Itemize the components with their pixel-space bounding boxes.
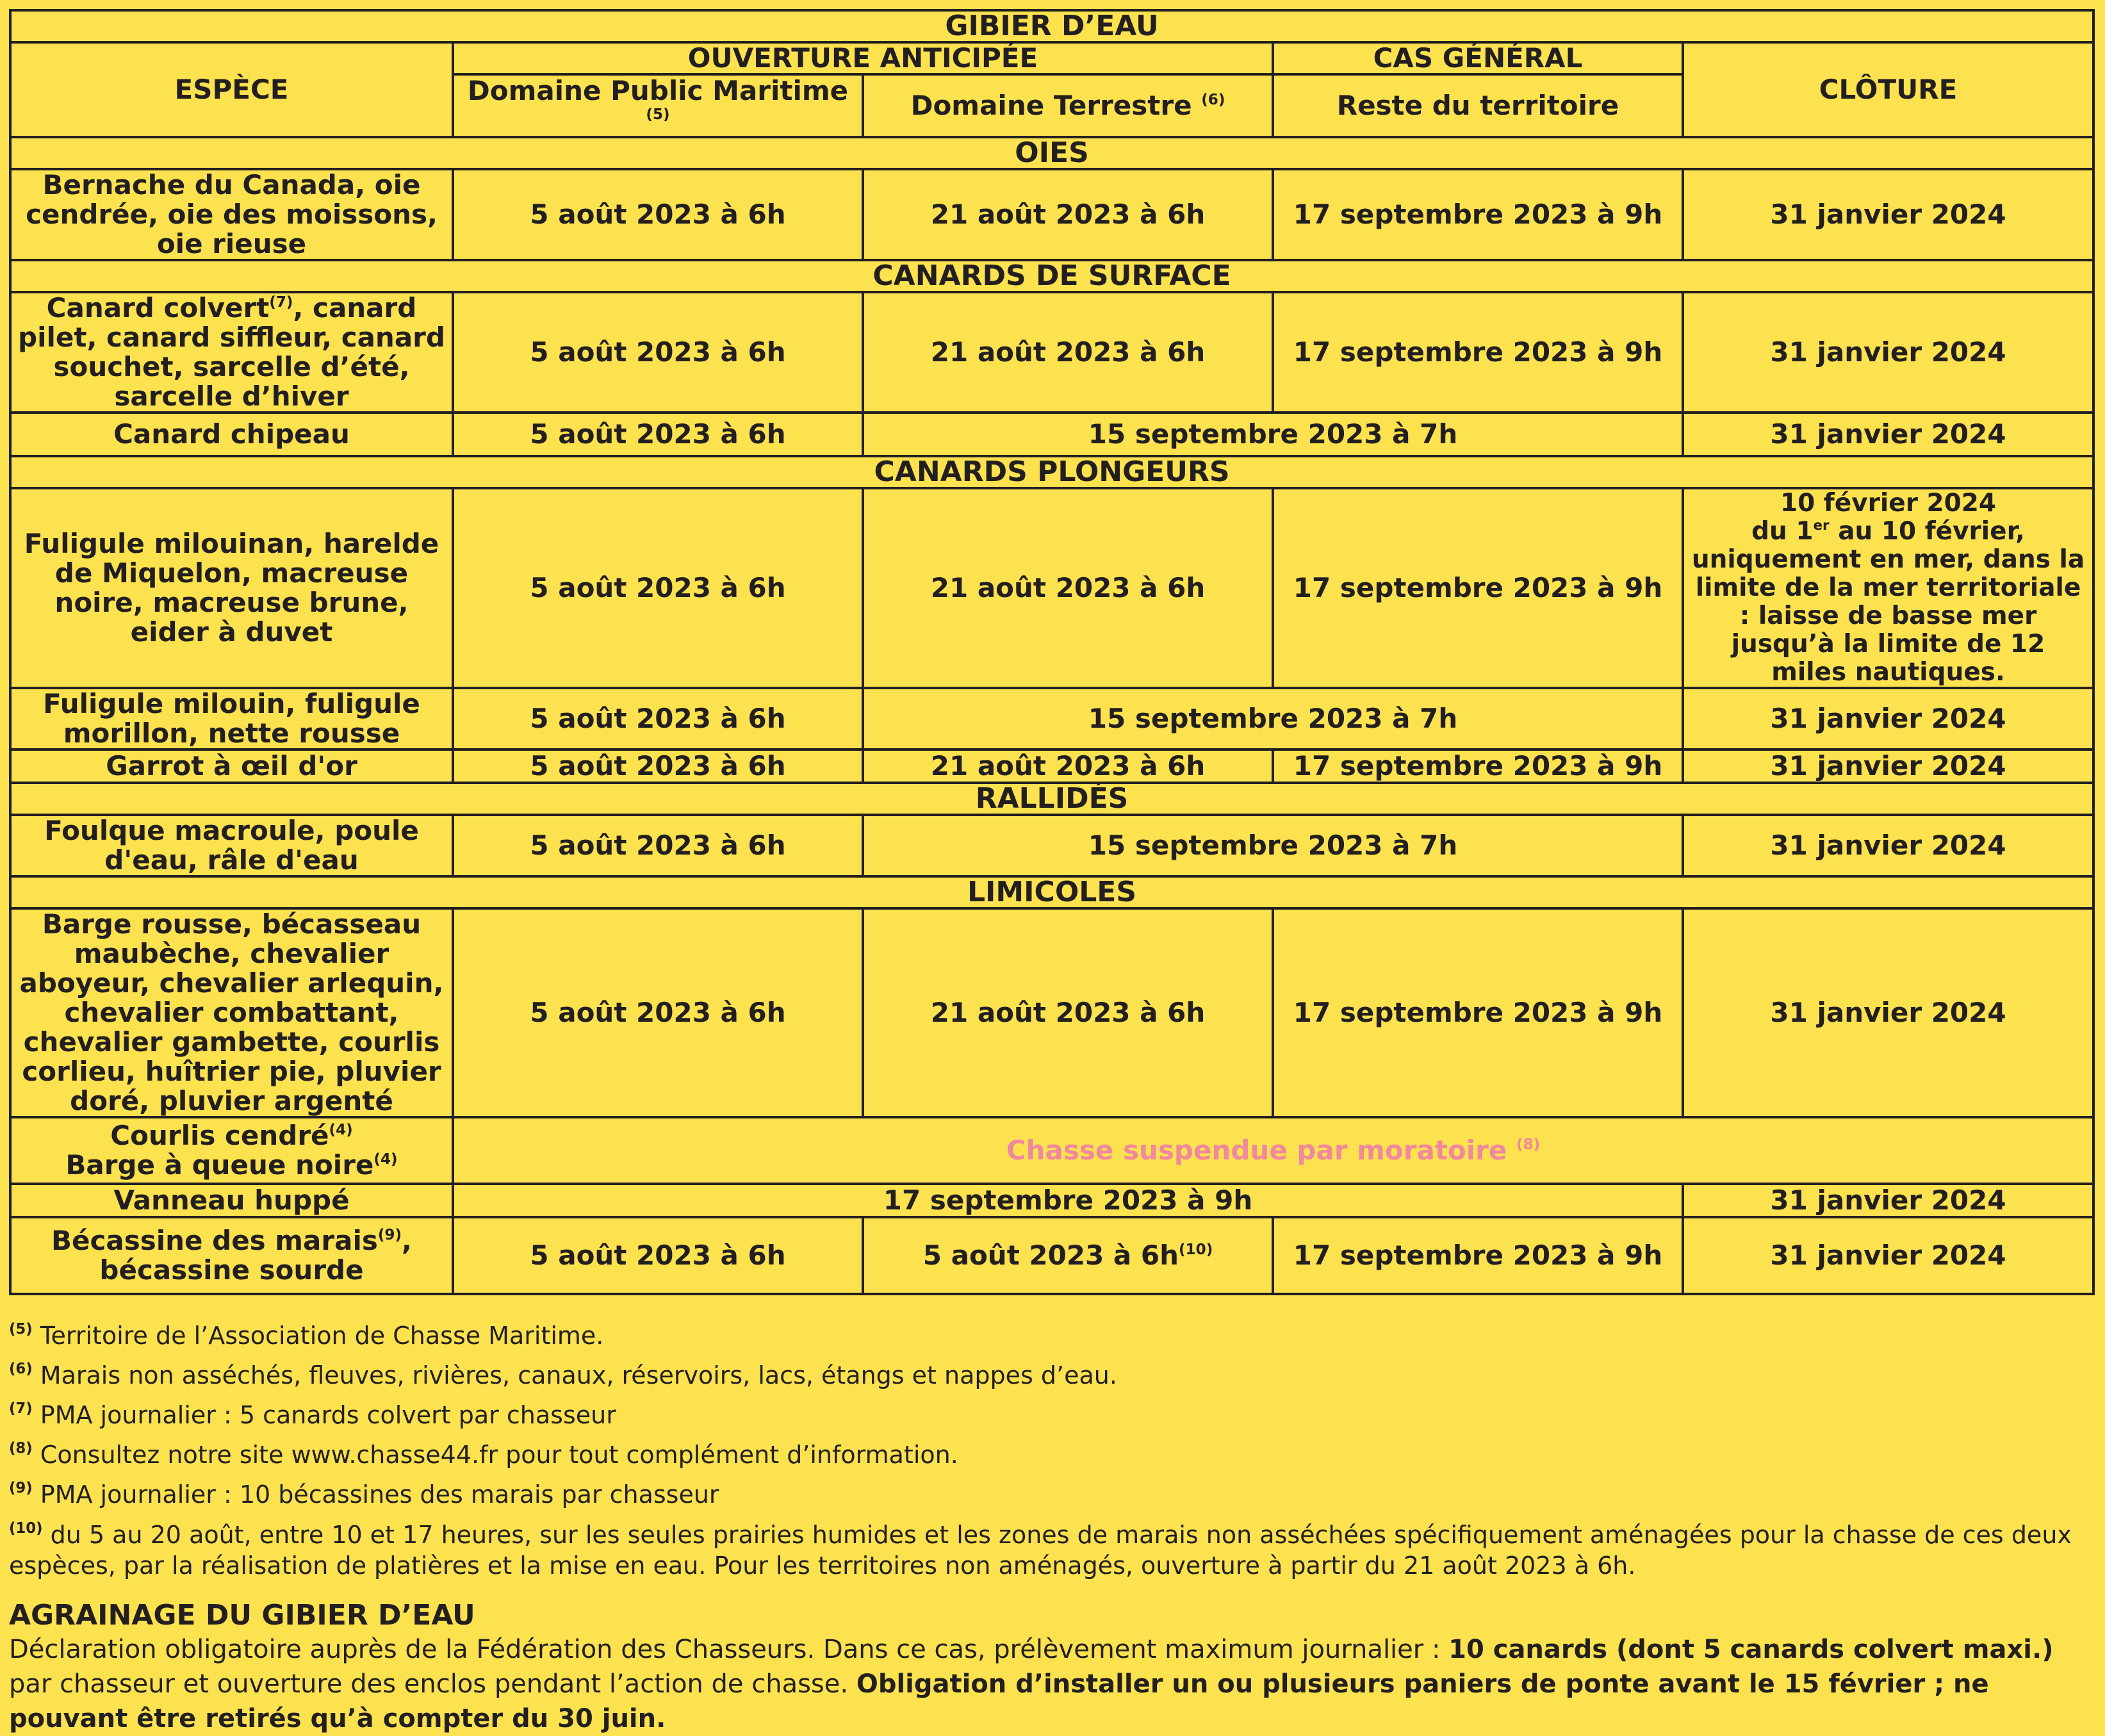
- header-ouverture: OUVERTURE ANTICIPÉE: [453, 42, 1273, 74]
- footnote: $^{(9)}$ PMA journalier : 10 bécassines des marais par chasseur: [9, 1480, 719, 1509]
- table-row: Canard chipeau 5 août 2023 à 6h 15 septembre 2023 à 7h 31 janvier 2024: [10, 413, 2093, 456]
- footnote: $^{(6)}$ Marais non asséchés, fleuves, rivières, canaux, réservoirs, lacs, étangs et nappes d’eau.: [9, 1361, 1117, 1389]
- header-dpm: Domaine Public Maritime $^{(5)}$: [453, 74, 863, 137]
- footnote: $^{(8)}$ Consultez notre site www.chasse44.fr pour tout complément d’information.: [9, 1440, 958, 1469]
- footnotes: [9, 1316, 2092, 1581]
- section-canards-plongeurs: CANARDS PLONGEURS: [10, 456, 2093, 488]
- table-row: Fuligule milouin, fuligule morillon, nette rousse 5 août 2023 à 6h 15 septembre 2023 à 7h 31 janvier 2024: [10, 688, 2093, 749]
- section-rallides: RALLIDÉS: [10, 783, 2093, 815]
- header-cloture: CLÔTURE: [1683, 42, 2093, 137]
- page: [9, 9, 2092, 1736]
- header-cas-general: CAS GÉNÉRAL: [1273, 42, 1683, 74]
- table-row: Fuligule milouinan, harelde de Miquelon, macreuse noire, macreuse brune, eider à duvet 5 août 2023 à 6h 21 août 2023 à 6h 17 septembre 2023 à 9h 10 février 2024 du 1er au 10 février, uniquement en mer, dans la limite de la mer territoriale : laisse de basse mer jusqu’à la limite de 12 miles nautiques.: [10, 488, 2093, 688]
- header-espece: ESPÈCE: [10, 42, 453, 137]
- table-row: Canard colvert$^{(7)}$, canard pilet, canard siffleur, canard souchet, sarcelle d’été, sarcelle d’hiver 5 août 2023 à 6h 21 août 2023 à 6h 17 septembre 2023 à 9h 31 janvier 2024: [10, 292, 2093, 413]
- table-row: Garrot à œil d'or 5 août 2023 à 6h 21 août 2023 à 6h 17 septembre 2023 à 9h 31 janvier 2024: [10, 749, 2093, 783]
- header-reste: Reste du territoire: [1273, 74, 1683, 137]
- section-limicoles: LIMICOLES: [10, 876, 2093, 908]
- section-canards-surface: CANARDS DE SURFACE: [10, 260, 2093, 292]
- section-oies: OIES: [10, 137, 2093, 169]
- table-row: Bécassine des marais$^{(9)}$, bécassine sourde 5 août 2023 à 6h 5 août 2023 à $6h^{(10)}$ 17 septembre 2023 à 9h 31 janvier 2024: [10, 1217, 2093, 1294]
- table-row: Barge rousse, bécasseau maubèche, chevalier aboyeur, chevalier arlequin, chevalier combattant, chevalier gambette, courlis corlieu, huîtrier pie, pluvier doré, pluvier argenté 5 août 2023 à 6h 21 août 2023 à 6h 17 septembre 2023 à 9h 31 janvier 2024: [10, 908, 2093, 1117]
- agrainage-title: AGRAINAGE DU GIBIER D’EAU: [9, 1599, 475, 1632]
- table-row: Courlis cendré$^{(4)}$ Barge à queue noire$^{(4)}$ Chasse suspendue par moratoire $^{(8)}$: [10, 1117, 2093, 1184]
- cloture-milouinan: 10 février 2024 du 1er au 10 février, uniquement en mer, dans la limite de la mer territoriale : laisse de basse mer jusqu’à la limite de 12 miles nautiques.: [1683, 488, 2093, 688]
- hunting-dates-table: [9, 9, 2095, 1295]
- table-title: GIBIER D’EAU: [10, 10, 2093, 42]
- table-row: Vanneau huppé 17 septembre 2023 à 9h 31 janvier 2024: [10, 1184, 2093, 1217]
- footnote: $^{(10)}$ du 5 au 20 août, entre 10 et 17 heures, sur les seules prairies humides et les zones de marais non asséchées spécifiquement aménagées pour la chasse de ces deux espèces, par la réalisation de platières et la mise en eau. Pour les territoires non aménagés, ouverture à partir du 21 août 2023 à 6h.: [9, 1520, 2072, 1580]
- footnote: $^{(5)}$ Territoire de l’Association de Chasse Maritime.: [9, 1321, 604, 1350]
- moratoire-notice: Chasse suspendue par moratoire $^{(8)}$: [453, 1117, 2093, 1184]
- agrainage-text: Déclaration obligatoire auprès de la Fédération des Chasseurs. Dans ce cas, prélèvement maximum journalier : 10 canards (dont 5 canards colvert maxi.) par chasseur et ouverture des enclos pendant l’action de chasse. Obligation d’installer un ou plusieurs paniers de ponte avant le 15 février ; ne pouvant être retirés qu’à compter du 30 juin.: [9, 1635, 2054, 1733]
- footnote: $^{(7)}$ PMA journalier : 5 canards colvert par chasseur: [9, 1400, 616, 1429]
- table-row: Bernache du Canada, oie cendrée, oie des moissons, oie rieuse 5 août 2023 à 6h 21 août 2023 à 6h 17 septembre 2023 à 9h 31 janvier 2024: [10, 169, 2093, 260]
- header-terrestre: Domaine Terrestre $^{(6)}$: [863, 74, 1273, 137]
- table-row: Foulque macroule, poule d'eau, râle d'eau 5 août 2023 à 6h 15 septembre 2023 à 7h 31 janvier 2024: [10, 815, 2093, 876]
